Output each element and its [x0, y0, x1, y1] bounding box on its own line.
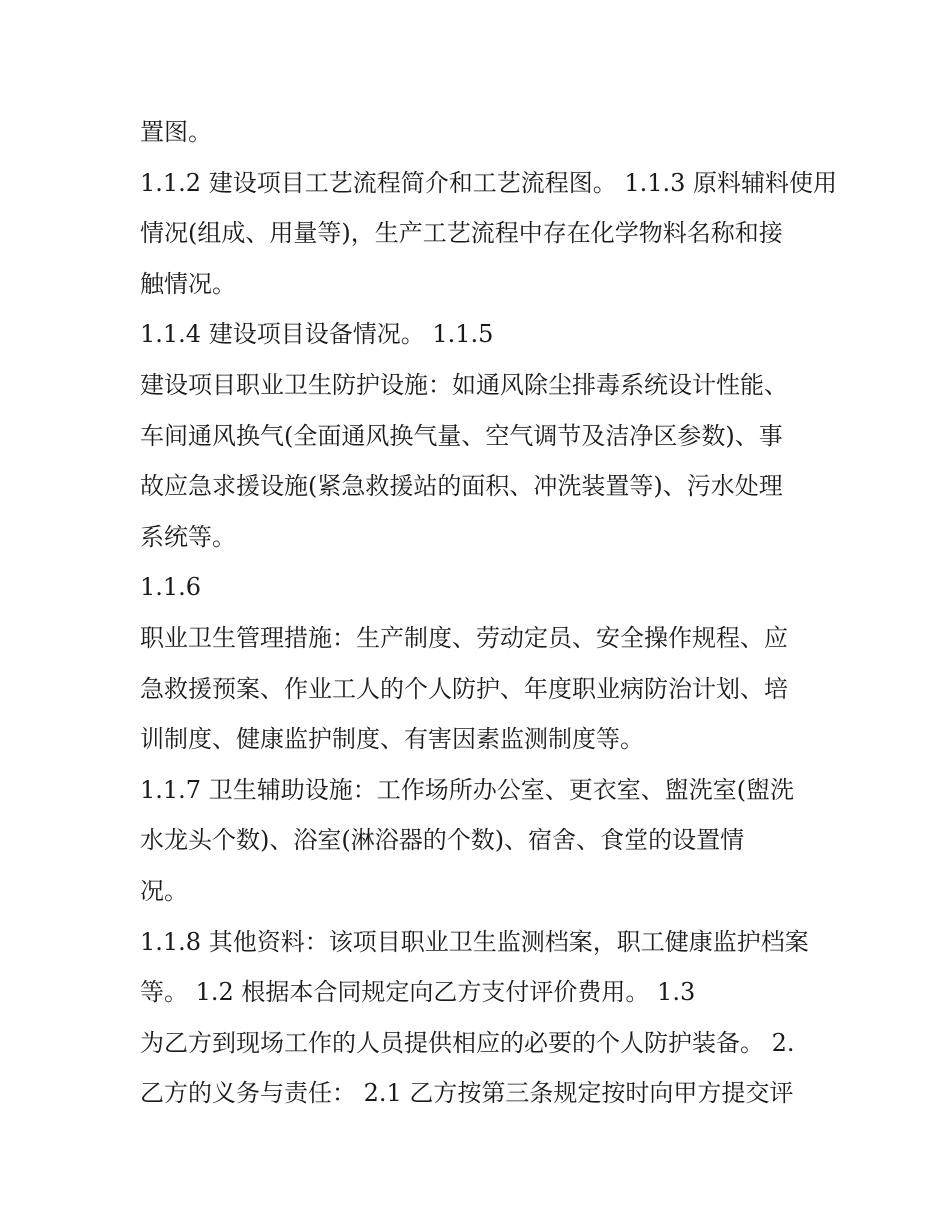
text-line: 1.1.8 其他资料：该项目职业卫生监测档案，职工健康监护档案 — [140, 927, 809, 956]
text-line: 等。 1.2 根据本合同规定向乙方支付评价费用。 1.3 — [140, 978, 696, 1007]
text-line: 1.1.4 建设项目设备情况。 1.1.5 — [140, 320, 494, 349]
text-line: 1.1.2 建设项目工艺流程简介和工艺流程图。 1.1.3 原料辅料使用 — [140, 168, 838, 197]
text-line: 系统等。 — [140, 522, 236, 551]
text-line: 水龙头个数)、浴室(淋浴器的个数)、宿舍、食堂的设置情 — [140, 826, 745, 855]
text-line: 职业卫生管理措施：生产制度、劳动定员、安全操作规程、应 — [140, 623, 788, 652]
text-line: 故应急求援设施(紧急救援站的面积、冲洗装置等)、污水处理 — [140, 472, 783, 501]
document-body — [140, 107, 838, 1119]
text-line: 急救援预案、作业工人的个人防护、年度职业病防治计划、培 — [140, 674, 788, 703]
text-line: 1.1.7 卫生辅助设施：工作场所办公室、更衣室、盥洗室(盥洗 — [140, 775, 795, 804]
text-line: 为乙方到现场工作的人员提供相应的必要的个人防护装备。 2. — [140, 1028, 795, 1057]
text-line: 况。 — [140, 876, 188, 905]
text-line: 乙方的义务与责任： 2.1 乙方按第三条规定按时向甲方提交评 — [140, 1079, 794, 1108]
text-line: 建设项目职业卫生防护设施：如通风除尘排毒系统设计性能、 — [140, 370, 788, 399]
text-line: 置图。 — [140, 118, 212, 146]
text-line: 情况(组成、用量等)，生产工艺流程中存在化学物料名称和接 — [140, 219, 783, 248]
text-line: 触情况。 — [140, 269, 236, 298]
text-line: 车间通风换气(全面通风换气量、空气调节及洁净区参数)、事 — [140, 421, 783, 450]
text-line: 1.1.6 — [140, 573, 202, 602]
text-line: 训制度、健康监护制度、有害因素监测制度等。 — [140, 725, 644, 754]
